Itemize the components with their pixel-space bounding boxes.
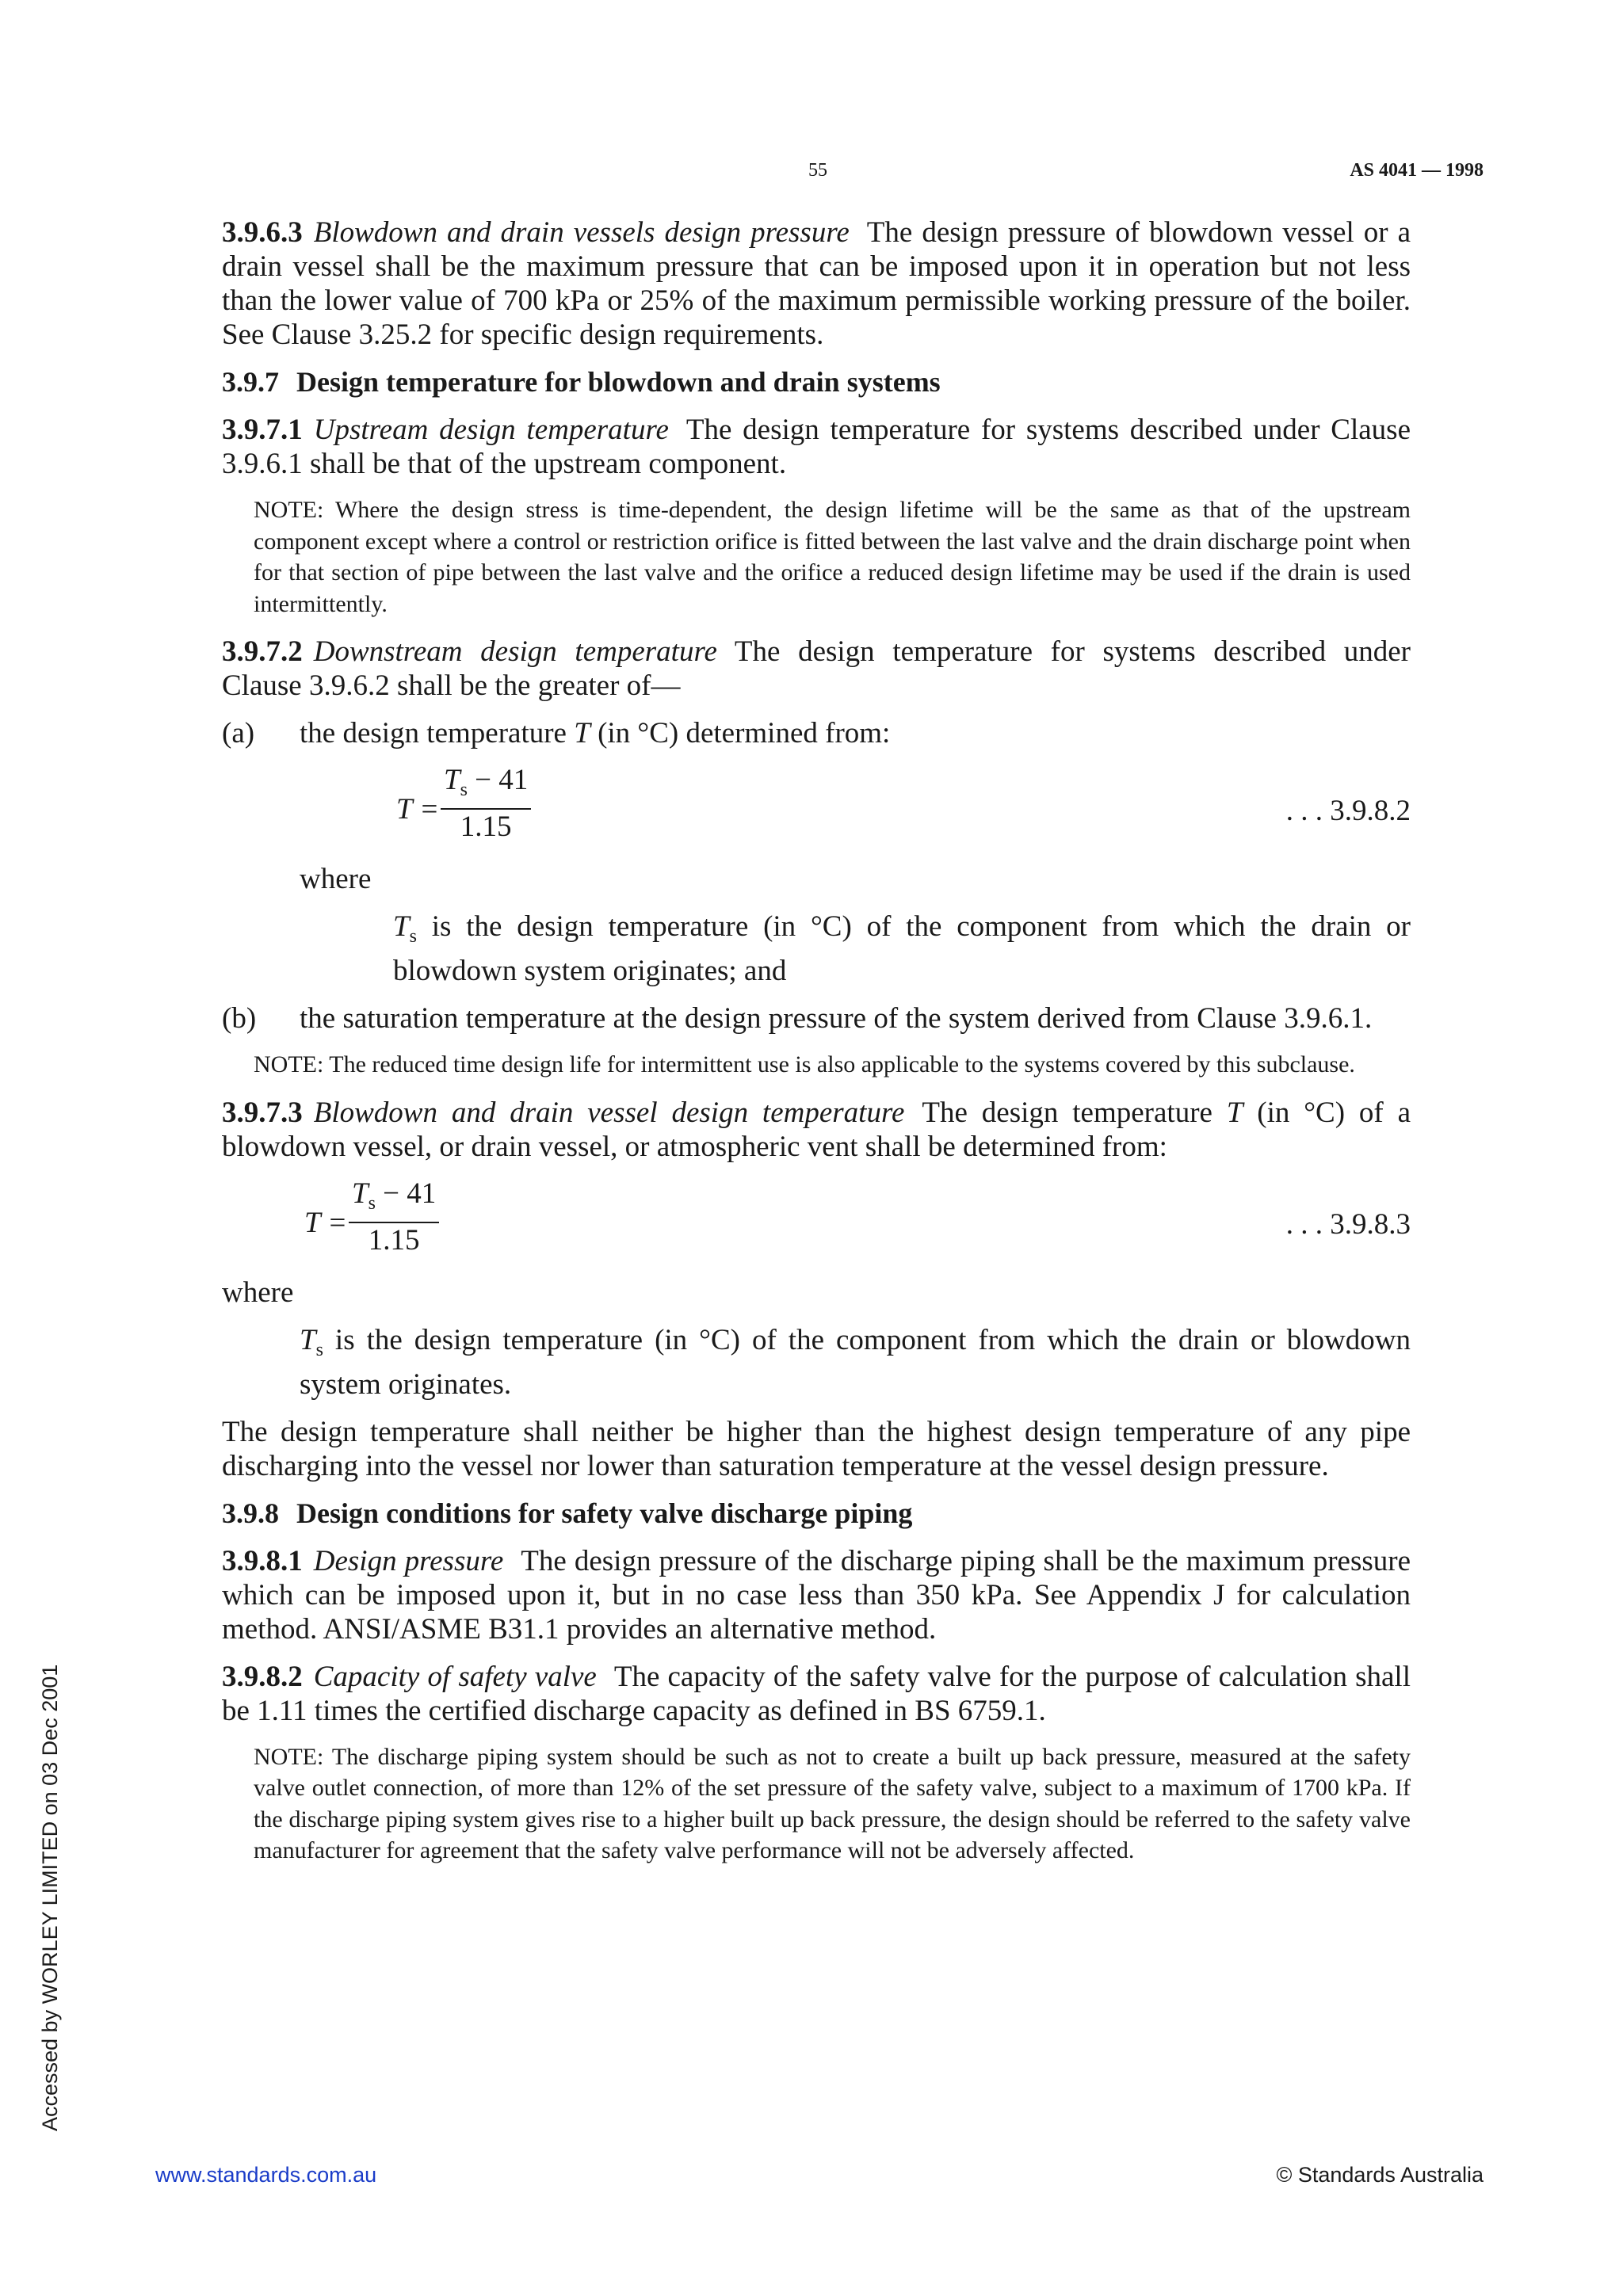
equation-lhs — [304, 1206, 347, 1240]
clause-title: Design pressure — [313, 1544, 504, 1577]
document-body — [222, 215, 1411, 1882]
list-item-b — [222, 1001, 1411, 1035]
variable: T — [300, 1323, 316, 1356]
definition-ts — [300, 1323, 1411, 1402]
equation-lhs-text: T = — [304, 1206, 348, 1239]
definition-ts — [393, 910, 1411, 988]
list-text: the saturation temperature at the design pressure of the system derived from Clause 3.9.6.1. — [300, 1002, 1373, 1035]
subscript: s — [368, 1192, 376, 1214]
where-label: where — [222, 1276, 294, 1309]
clause-number: 3.9.7.3 — [222, 1096, 303, 1129]
definition-text: is the design temperature (in °C) of the component from which the drain or blowdown system originates. — [300, 1323, 1411, 1401]
clause-title: Blowdown and drain vessel design temperature — [313, 1096, 905, 1129]
list-text — [300, 716, 1411, 750]
clause-3-9-7-1 — [222, 413, 1411, 481]
fraction-numerator — [349, 1177, 439, 1220]
clause-text: The design pressure of the discharge piping shall be the maximum pressure which can be imposed upon it, but in no case less than 350 kPa. See Appendix J for calculation method. ANSI/ASME B31.1 provides an alternative method. — [222, 1544, 1411, 1646]
equation-fraction — [441, 764, 531, 843]
fraction-denominator: 1.15 — [460, 810, 512, 843]
equation-number: . . . 3.9.8.2 — [1285, 795, 1411, 827]
heading-3-9-8 — [222, 1497, 1411, 1531]
equation-3-9-8-3 — [304, 1177, 1411, 1266]
note-3-9-7-1: NOTE: Where the design stress is time-dependent, the design lifetime will be the same as that of the upstream component except where a control or restriction orifice is fitted between the last valve and the drain discharge point when for that section of pipe between the last valve and the orifice a reduced design lifetime may be used if the drain is used intermittently. — [254, 497, 1411, 617]
text-run: the design temperature — [300, 717, 575, 749]
clause-3-9-7-2 — [222, 635, 1411, 703]
clause-text: The capacity of the safety valve for the purpose of calculation shall be 1.11 times the certified discharge capacity as defined in BS 6759.1. — [222, 1660, 1411, 1727]
list-label: (b) — [222, 1002, 257, 1035]
heading-title: Design conditions for safety valve discharge piping — [296, 1497, 913, 1529]
clause-title: Capacity of safety valve — [313, 1660, 597, 1693]
equation-fraction — [349, 1177, 439, 1257]
definition-text: is the design temperature (in °C) of the component from which the drain or blowdown system originates; and — [393, 910, 1411, 987]
subscript: s — [460, 780, 468, 800]
variable: T — [352, 1177, 369, 1210]
page-number: 55 — [808, 160, 827, 181]
equation-3-9-8-2 — [396, 764, 1411, 852]
clause-text: The design pressure of blowdown vessel or a drain vessel shall be the maximum pressure that can be imposed upon it in operation but not less than the lower value of 700 kPa or 25% of the maximum permissible working pressure of the boiler. See Clause 3.25.2 for specific design requirements. — [222, 216, 1411, 351]
clause-3-9-6-3 — [222, 215, 1411, 352]
standard-number: AS 4041 — 1998 — [1350, 160, 1484, 181]
equation-lhs-text: T = — [396, 793, 440, 826]
clause-3-9-7-3 — [222, 1096, 1411, 1164]
variable: T — [444, 764, 460, 796]
clause-3-9-8-2 — [222, 1660, 1411, 1728]
subscript: s — [409, 926, 417, 947]
clause-number: 3.9.7.1 — [222, 414, 303, 446]
fraction-numerator — [441, 764, 531, 807]
clause-3-9-8-1 — [222, 1544, 1411, 1646]
access-watermark: Accessed by WORLEY LIMITED on 03 Dec 2001 — [38, 1664, 62, 2131]
equation-lhs — [396, 792, 439, 826]
where-label: where — [300, 863, 372, 895]
list-label: (a) — [222, 717, 255, 749]
text-run: The design temperature — [922, 1096, 1227, 1129]
note-3-9-8-2: NOTE: The discharge piping system should be such as not to create a built up back pressure, measured at the safety valve outlet connection, of more than 12% of the set pressure of the safety valve, subject to a maximum of 1700 kPa. If the discharge piping system gives rise to a higher built up back pressure, the design should be referred to the safety valve manufacturer for agreement that the safety valve performance will not be adversely affected. — [254, 1743, 1411, 1863]
numerator-rest: − 41 — [467, 764, 529, 796]
numerator-rest: − 41 — [375, 1177, 437, 1210]
note-3-9-7-2: NOTE: The reduced time design life for intermittent use is also applicable to the systems covered by this subclause. — [254, 1051, 1355, 1077]
subscript: s — [315, 1339, 323, 1360]
text-run: (in °C) of a blowdown vessel, or drain vessel, or atmospheric vent shall be determined from: — [222, 1096, 1411, 1163]
variable: T — [1226, 1096, 1243, 1129]
clause-text: The design temperature for systems described under Clause 3.9.6.2 shall be the greater of— — [222, 635, 1411, 702]
closing-paragraph: The design temperature shall neither be higher than the highest design temperature of any pipe discharging into the vessel nor lower than saturation temperature at the vessel design pressure. — [222, 1415, 1411, 1482]
clause-number: 3.9.6.3 — [222, 216, 303, 249]
variable: T — [393, 910, 410, 943]
clause-number: 3.9.7.2 — [222, 635, 303, 668]
fraction-denominator: 1.15 — [368, 1223, 420, 1257]
clause-title: Downstream design temperature — [313, 635, 717, 668]
heading-number: 3.9.7 — [222, 366, 279, 398]
fraction-bar — [349, 1222, 439, 1223]
heading-3-9-7 — [222, 365, 1411, 399]
clause-number: 3.9.8.2 — [222, 1660, 303, 1693]
variable: T — [574, 717, 590, 749]
text-run: (in °C) determined from: — [590, 717, 891, 749]
equation-number: . . . 3.9.8.3 — [1285, 1207, 1411, 1241]
heading-number: 3.9.8 — [222, 1497, 279, 1529]
clause-text: The design temperature for systems described under Clause 3.9.6.1 shall be that of the upstream component. — [222, 414, 1411, 480]
list-item-a — [222, 716, 1411, 750]
heading-title: Design temperature for blowdown and drain systems — [296, 366, 941, 398]
copyright-notice: © Standards Australia — [1276, 2163, 1484, 2187]
clause-title: Blowdown and drain vessels design pressure — [313, 216, 850, 249]
clause-number: 3.9.8.1 — [222, 1544, 303, 1577]
fraction-bar — [441, 808, 531, 810]
clause-title: Upstream design temperature — [313, 414, 669, 446]
website-link[interactable]: www.standards.com.au — [155, 2163, 377, 2187]
